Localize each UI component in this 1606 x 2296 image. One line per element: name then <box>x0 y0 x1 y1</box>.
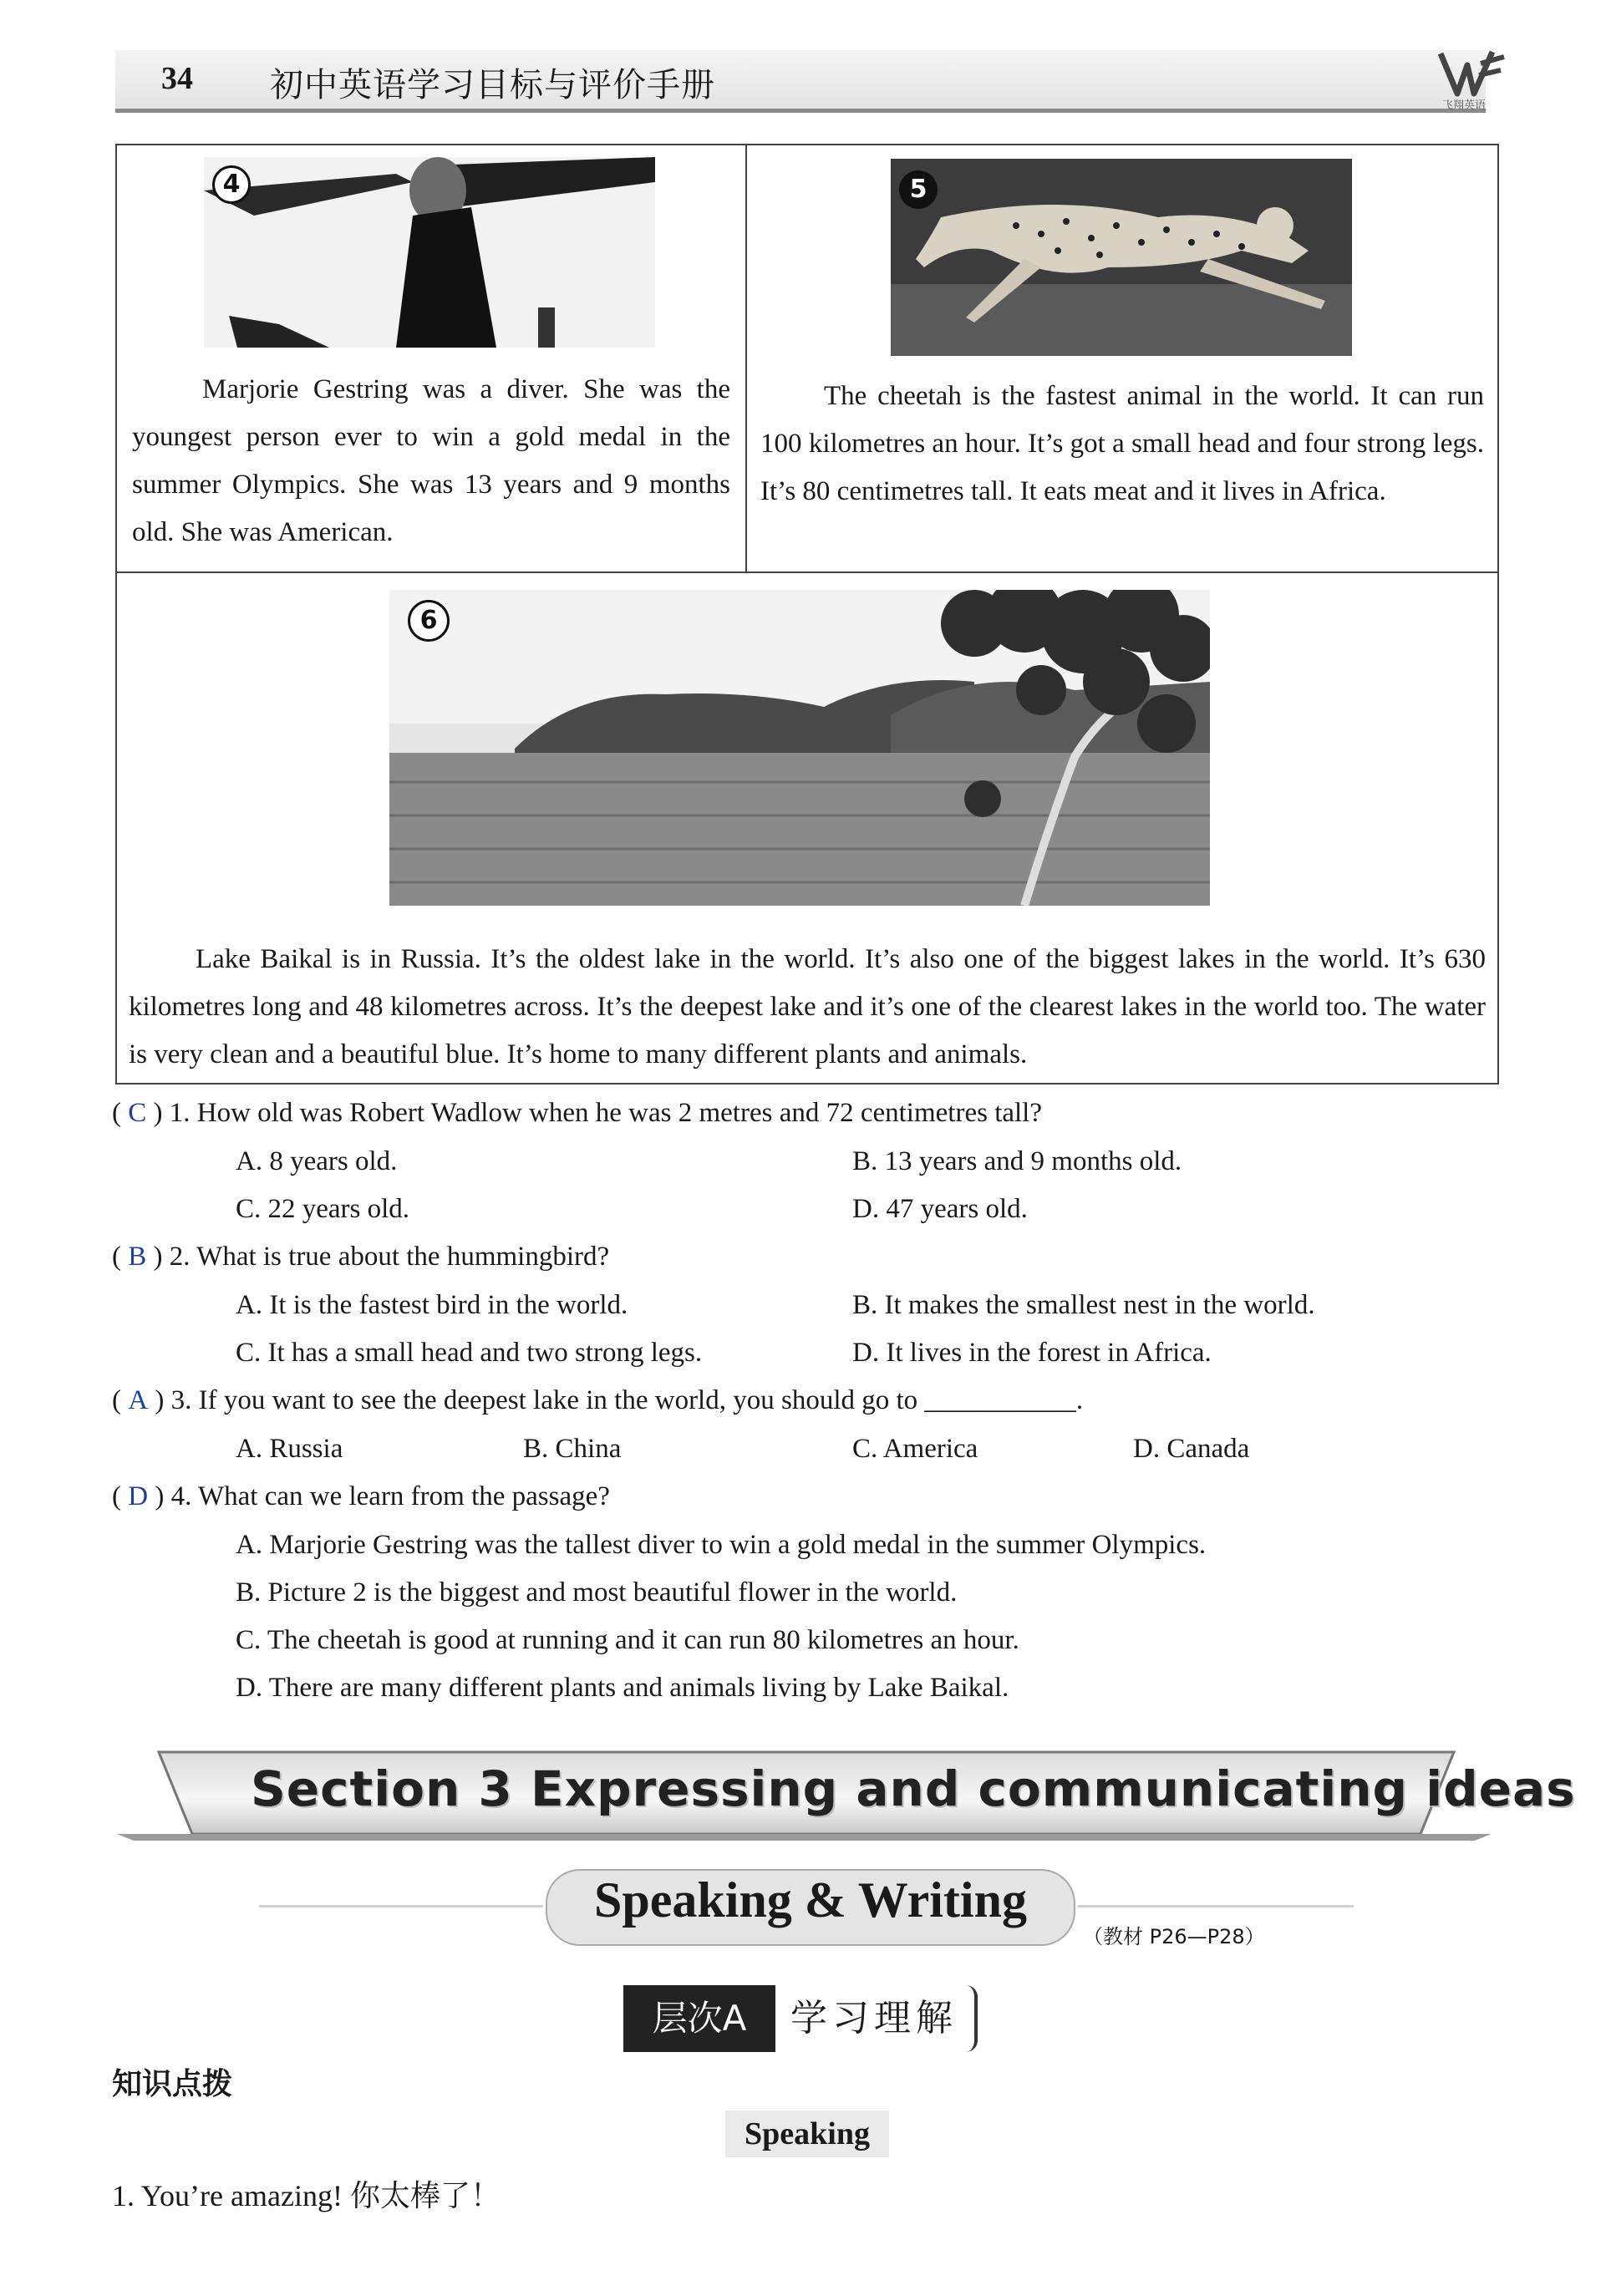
card-number-6: 6 <box>408 600 450 642</box>
question-4: ( D ) 4. What can we learn from the passage? <box>112 1481 610 1511</box>
page-header <box>115 50 1487 112</box>
level-tag: 层次A <box>623 1985 775 2052</box>
card-6-text: Lake Baikal is in Russia. It’s the oldest lake in the world. It’s also one of the biggest lakes in the world. It’s 630 kilometres long and 48 kilometres across. It’s the deepest lake and it’s one of the clearest lakes in the world too. The water is very clean and a beautiful blue. It’s home to many different plants and animals. <box>129 944 1486 1069</box>
card-divider-vertical <box>745 145 747 571</box>
question-number: 2. <box>169 1242 191 1272</box>
option: B. Picture 2 is the biggest and most beautiful flower in the world. <box>236 1577 958 1608</box>
lake-photo <box>389 590 1210 906</box>
question-2: ( B ) 2. What is true about the hummingbird? <box>112 1242 610 1272</box>
book-title: 初中英语学习目标与评价手册 <box>270 66 715 104</box>
question-text: What is true about the hummingbird? <box>196 1242 610 1272</box>
reading-cards-box <box>115 144 1499 1085</box>
level-bracket <box>966 1985 978 2052</box>
question-1: ( C ) 1. How old was Robert Wadlow when he was 2 metres and 72 centimetres tall? <box>112 1098 1042 1128</box>
banner-line-left <box>259 1905 543 1907</box>
card-divider-horizontal <box>117 571 1497 573</box>
logo-text: 飞翔英语 <box>1442 99 1487 112</box>
question-3: ( A ) 3. If you want to see the deepest lake in the world, you should go to ___________. <box>112 1385 1084 1415</box>
question-text: If you want to see the deepest lake in the world, you should go to ___________. <box>198 1385 1084 1415</box>
answer-3: A <box>128 1385 149 1415</box>
level-badge <box>623 1985 988 2052</box>
page-number: 34 <box>161 61 193 96</box>
card-number-4: 4 <box>212 165 251 204</box>
level-label: 学习理解 <box>790 1997 958 2039</box>
speaking-writing-banner <box>543 1865 1078 1948</box>
option: A. It is the fastest bird in the world. <box>236 1290 628 1320</box>
question-number: 4. <box>170 1481 192 1511</box>
section-title: Section 3 Expressing and communicating ideas <box>251 1760 1576 1817</box>
option: B. It makes the smallest nest in the world. <box>852 1290 1315 1320</box>
knowledge-item-1: 1. You’re amazing! 你太棒了！ <box>112 2179 501 2212</box>
option: A. Russia <box>236 1434 343 1464</box>
textbook-reference: （教材 P26—P28） <box>1083 1925 1265 1948</box>
question-text: How old was Robert Wadlow when he was 2 metres and 72 centimetres tall? <box>196 1098 1042 1128</box>
option: A. Marjorie Gestring was the tallest diver to win a gold medal in the summer Olympics. <box>236 1530 1207 1560</box>
question-number: 3. <box>170 1385 192 1415</box>
publisher-logo <box>1434 45 1509 112</box>
speaking-heading: Speaking <box>725 2111 889 2157</box>
option: B. 13 years and 9 months old. <box>852 1146 1182 1176</box>
cheetah-photo <box>891 159 1352 356</box>
option: A. 8 years old. <box>236 1146 398 1176</box>
diver-photo <box>204 157 655 348</box>
card-4-text: Marjorie Gestring was a diver. She was the youngest person ever to win a gold medal in the summer Olympics. She was 13 years and 9 months old. She was American. <box>132 374 730 547</box>
section-banner <box>117 1750 1576 1841</box>
question-number: 1. <box>169 1098 191 1128</box>
option: B. China <box>523 1434 622 1464</box>
option: C. It has a small head and two strong legs. <box>236 1338 703 1368</box>
option: D. 47 years old. <box>852 1194 1028 1224</box>
card-5-text: The cheetah is the fastest animal in the world. It can run 100 kilometres an hour. It’s got a small head and four strong legs. It’s 80 centimetres tall. It eats meat and it lives in Africa. <box>760 381 1484 506</box>
answer-2: B <box>128 1242 147 1272</box>
knowledge-heading: 知识点拨 <box>112 2067 233 2101</box>
option: D. There are many different plants and animals living by Lake Baikal. <box>236 1673 1009 1703</box>
banner-line-right <box>1078 1905 1354 1907</box>
option: D. It lives in the forest in Africa. <box>852 1338 1212 1368</box>
question-text: What can we learn from the passage? <box>198 1481 610 1511</box>
option: C. 22 years old. <box>236 1194 410 1224</box>
option: C. America <box>852 1434 978 1464</box>
option: D. Canada <box>1133 1434 1250 1464</box>
answer-4: D <box>128 1481 149 1511</box>
option: C. The cheetah is good at running and it can run 80 kilometres an hour. <box>236 1625 1019 1655</box>
card-number-5: 5 <box>899 170 938 209</box>
subsection-title: Speaking & Writing <box>594 1872 1027 1928</box>
answer-1: C <box>128 1098 147 1128</box>
